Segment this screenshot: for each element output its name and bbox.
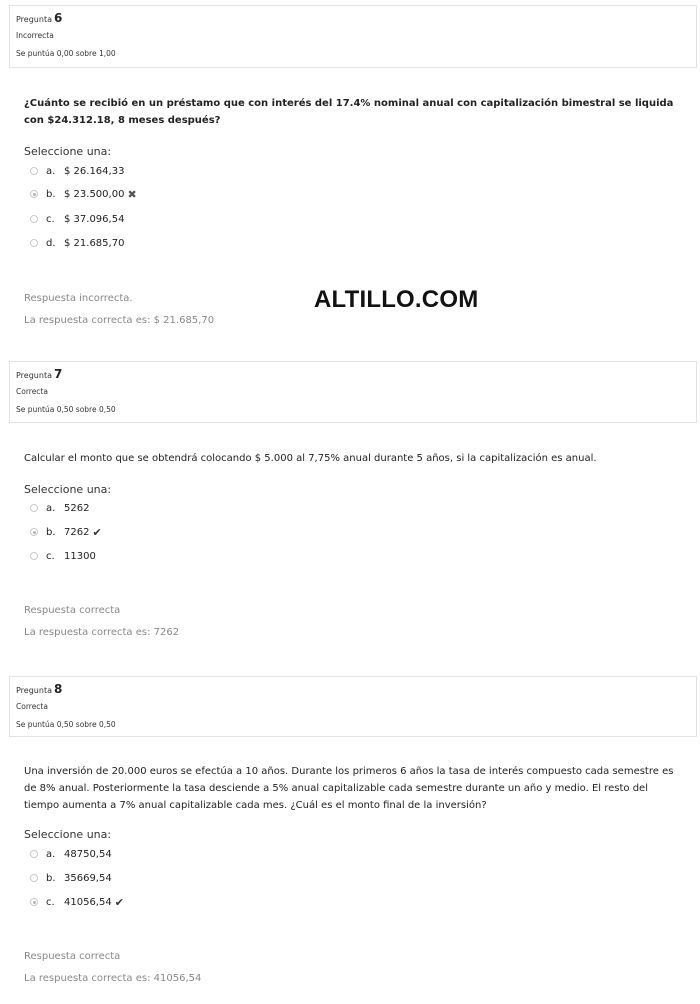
question-8-info — [9, 676, 697, 737]
radio-button-selected[interactable] — [30, 190, 38, 198]
radio-button-selected[interactable] — [30, 898, 38, 906]
question-7-prompt: Seleccione una: — [24, 483, 112, 496]
question-8-option-b[interactable] — [30, 870, 112, 886]
question-label: Pregunta 7 — [16, 367, 63, 381]
question-7-correct-answer: La respuesta correcta es: 7262 — [24, 627, 180, 638]
option-text: $ 23.500,00 — [64, 188, 125, 200]
question-6-correct-answer: La respuesta correcta es: $ 21.685,70 — [24, 315, 215, 326]
option-letter: b. — [46, 188, 56, 200]
question-6-option-c[interactable] — [30, 211, 124, 227]
question-6-option-b[interactable] — [30, 186, 137, 202]
option-letter: b. — [46, 872, 56, 884]
radio-button[interactable] — [30, 167, 38, 175]
question-8-option-a[interactable] — [30, 846, 112, 862]
question-8-prompt: Seleccione una: — [24, 828, 112, 841]
question-7-option-b[interactable] — [30, 524, 102, 540]
radio-button[interactable] — [30, 215, 38, 223]
question-7-option-a[interactable] — [30, 500, 89, 516]
radio-button[interactable] — [30, 850, 38, 858]
option-letter: c. — [46, 896, 55, 908]
watermark: ALTILLO.COM — [314, 286, 479, 313]
option-letter: c. — [46, 213, 55, 225]
option-text: 48750,54 — [64, 848, 112, 860]
question-7-info — [9, 361, 697, 423]
option-letter: d. — [46, 237, 56, 249]
correct-icon: ✔ — [92, 525, 102, 539]
option-text: 7262 — [64, 526, 90, 538]
question-6-feedback: Respuesta incorrecta. — [24, 293, 133, 304]
option-text: 35669,54 — [64, 872, 112, 884]
radio-button[interactable] — [30, 239, 38, 247]
radio-button[interactable] — [30, 874, 38, 882]
option-text: 41056,54 — [64, 896, 112, 908]
radio-button[interactable] — [30, 552, 38, 560]
question-7-feedback: Respuesta correcta — [24, 605, 121, 616]
question-state: Correcta — [16, 387, 48, 396]
question-grade: Se puntúa 0,00 sobre 1,00 — [16, 49, 116, 58]
option-letter: b. — [46, 526, 56, 538]
question-6-option-d[interactable] — [30, 235, 124, 251]
question-6-info — [9, 5, 697, 68]
option-text: $ 26.164,33 — [64, 165, 125, 177]
option-letter: a. — [46, 848, 56, 860]
radio-button[interactable] — [30, 504, 38, 512]
option-text: 5262 — [64, 502, 90, 514]
question-number: 6 — [53, 11, 63, 25]
question-grade: Se puntúa 0,50 sobre 0,50 — [16, 720, 116, 729]
question-6-option-a[interactable] — [30, 163, 124, 179]
question-6-prompt: Seleccione una: — [24, 145, 112, 158]
radio-button-selected[interactable] — [30, 528, 38, 536]
question-number: 8 — [53, 682, 63, 696]
question-7-text: Calcular el monto que se obtendrá colocando $ 5.000 al 7,75% anual durante 5 años, si la capitalización es anual. — [24, 453, 597, 464]
question-8-feedback: Respuesta correcta — [24, 951, 121, 962]
question-8-option-c[interactable] — [30, 894, 124, 910]
option-letter: c. — [46, 550, 55, 562]
question-label: Pregunta 6 — [16, 11, 63, 25]
question-label: Pregunta 8 — [16, 682, 63, 696]
option-letter: a. — [46, 502, 56, 514]
question-6-text: ¿Cuánto se recibió en un préstamo que con interés del 17.4% nominal anual con capitalización bimestral se liquida con $24.312.18, 8 meses después? — [24, 98, 674, 126]
question-7-option-c[interactable] — [30, 548, 96, 564]
option-letter: a. — [46, 165, 56, 177]
option-text: $ 21.685,70 — [64, 237, 125, 249]
correct-icon: ✔ — [114, 895, 124, 909]
question-grade: Se puntúa 0,50 sobre 0,50 — [16, 405, 116, 414]
question-8-text: Una inversión de 20.000 euros se efectúa a 10 años. Durante los primeros 6 años la tasa de interés compuesto cada semestre es de 8% anual. Posteriormente la tasa desciende a 5% anual capitalizable cada semestre durante un año y medio. El resto del tiempo aumenta a 7% anual capitalizable cada mes. ¿Cuál es el monto final de la inversión? — [24, 766, 674, 811]
incorrect-icon: ✖ — [127, 187, 137, 201]
question-state: Correcta — [16, 702, 48, 711]
question-8-correct-answer: La respuesta correcta es: 41056,54 — [24, 973, 202, 984]
option-text: $ 37.096,54 — [64, 213, 125, 225]
question-state: Incorrecta — [16, 31, 54, 40]
option-text: 11300 — [64, 550, 96, 562]
question-number: 7 — [53, 367, 63, 381]
